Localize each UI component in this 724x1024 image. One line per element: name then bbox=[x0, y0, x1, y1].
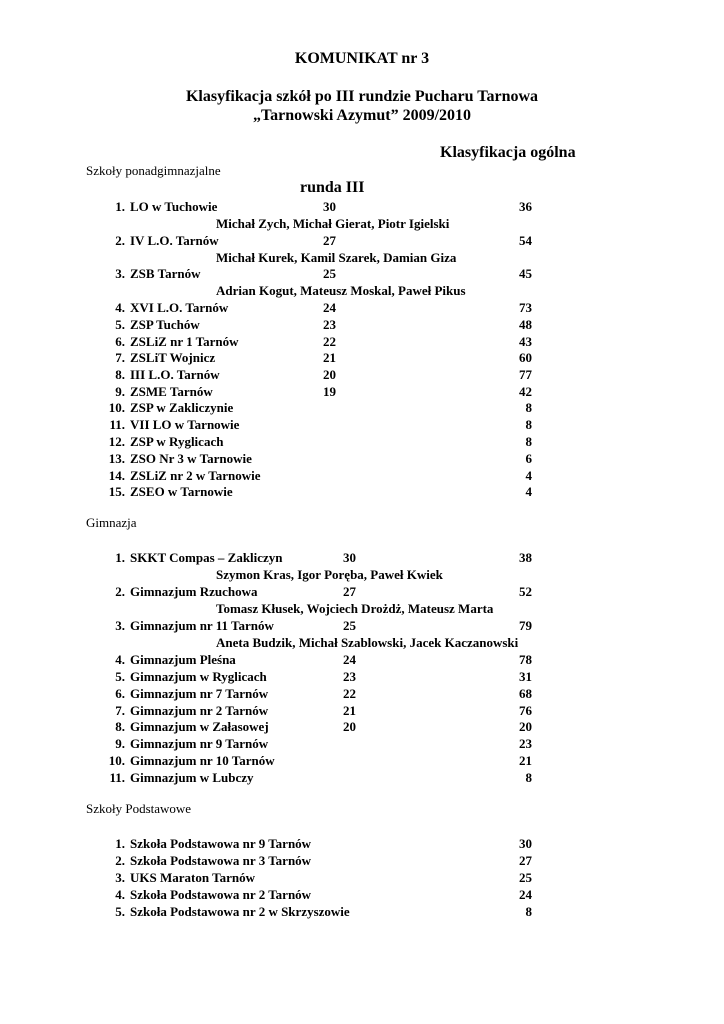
school-name: IV L.O. Tarnów bbox=[130, 233, 219, 248]
total-points: 79 bbox=[519, 618, 532, 633]
school-name: Gimnazjum nr 11 Tarnów bbox=[130, 618, 274, 633]
school-name: ZSEO w Tarnowie bbox=[130, 484, 233, 499]
rank-number: 2. bbox=[115, 584, 125, 599]
team-members: Aneta Budzik, Michał Szablowski, Jacek Kaczanowski bbox=[216, 635, 519, 650]
total-points: 24 bbox=[519, 887, 532, 902]
rank-number: 10. bbox=[108, 753, 125, 768]
total-points: 45 bbox=[519, 266, 532, 281]
total-points: 8 bbox=[525, 417, 532, 432]
school-name: ZSP w Ryglicach bbox=[130, 434, 224, 449]
school-name: ZSP Tuchów bbox=[130, 317, 200, 332]
table-row bbox=[0, 299, 724, 316]
school-name: ZSLiT Wojnicz bbox=[130, 350, 216, 365]
school-name: Gimnazjum nr 10 Tarnów bbox=[130, 753, 275, 768]
table-row bbox=[0, 718, 724, 735]
subtitle-line-1: Klasyfikacja szkół po III rundzie Pucharu Tarnowa bbox=[185, 88, 539, 105]
table-row bbox=[0, 752, 724, 769]
round-points: 30 bbox=[343, 550, 356, 565]
rank-number: 1. bbox=[115, 836, 125, 851]
school-name: XVI L.O. Tarnów bbox=[130, 300, 229, 315]
rank-number: 3. bbox=[115, 618, 125, 633]
table-row bbox=[0, 383, 724, 400]
round-points: 30 bbox=[323, 199, 336, 214]
total-points: 38 bbox=[519, 550, 532, 565]
rank-number: 7. bbox=[115, 350, 125, 365]
table-row bbox=[0, 685, 724, 702]
rank-number: 2. bbox=[115, 233, 125, 248]
school-name: SKKT Compas – Zakliczyn bbox=[130, 550, 283, 565]
rank-number: 8. bbox=[115, 367, 125, 382]
school-name: ZSB Tarnów bbox=[130, 266, 201, 281]
total-points: 48 bbox=[519, 317, 532, 332]
total-points: 25 bbox=[519, 870, 532, 885]
table-row bbox=[0, 702, 724, 719]
round-points: 21 bbox=[343, 703, 356, 718]
rank-number: 4. bbox=[115, 887, 125, 902]
rank-number: 12. bbox=[108, 434, 125, 449]
table-row bbox=[0, 366, 724, 383]
school-name: ZSLiZ nr 1 Tarnów bbox=[130, 334, 239, 349]
subtitle-line-2: „Tarnowski Azymut” 2009/2010 bbox=[252, 107, 472, 124]
school-name: Szkoła Podstawowa nr 2 w Skrzyszowie bbox=[130, 904, 350, 919]
team-members: Michał Zych, Michał Gierat, Piotr Igielski bbox=[216, 216, 450, 231]
rank-number: 11. bbox=[109, 417, 125, 432]
school-name: Gimnazjum nr 2 Tarnów bbox=[130, 703, 269, 718]
table-row bbox=[0, 735, 724, 752]
section-gimnazja: Gimnazja bbox=[86, 515, 137, 530]
rank-number: 9. bbox=[115, 384, 125, 399]
round-points: 24 bbox=[343, 652, 356, 667]
rank-number: 10. bbox=[108, 400, 125, 415]
school-name: ZSLiZ nr 2 w Tarnowie bbox=[130, 468, 261, 483]
total-points: 20 bbox=[519, 719, 532, 734]
table-row bbox=[0, 265, 724, 282]
school-name: Gimnazjum nr 7 Tarnów bbox=[130, 686, 269, 701]
table-row bbox=[0, 467, 724, 484]
table-row bbox=[0, 852, 724, 869]
total-points: 21 bbox=[519, 753, 532, 768]
total-points: 36 bbox=[519, 199, 532, 214]
rank-number: 2. bbox=[115, 853, 125, 868]
section-podstawowe: Szkoły Podstawowe bbox=[86, 801, 192, 816]
total-points: 77 bbox=[519, 367, 532, 382]
table-row bbox=[0, 433, 724, 450]
school-name: Gimnazjum w Ryglicach bbox=[130, 669, 267, 684]
round-points: 21 bbox=[323, 350, 336, 365]
rank-number: 11. bbox=[109, 770, 125, 785]
school-name: LO w Tuchowie bbox=[130, 199, 218, 214]
round-points: 27 bbox=[323, 233, 336, 248]
table-row bbox=[0, 886, 724, 903]
total-points: 43 bbox=[519, 334, 532, 349]
total-points: 54 bbox=[519, 233, 532, 248]
school-name: Gimnazjum nr 9 Tarnów bbox=[130, 736, 269, 751]
total-points: 73 bbox=[519, 300, 532, 315]
rank-number: 5. bbox=[115, 904, 125, 919]
total-points: 31 bbox=[519, 669, 532, 684]
table-row bbox=[0, 399, 724, 416]
total-points: 8 bbox=[525, 770, 532, 785]
table-row bbox=[0, 769, 724, 786]
table-row bbox=[0, 198, 724, 215]
table-row bbox=[0, 869, 724, 886]
total-points: 23 bbox=[519, 736, 532, 751]
school-name: III L.O. Tarnów bbox=[130, 367, 220, 382]
school-name: Gimnazjum Rzuchowa bbox=[130, 584, 258, 599]
round-points: 23 bbox=[343, 669, 356, 684]
table-row bbox=[0, 903, 724, 920]
round-points: 22 bbox=[323, 334, 336, 349]
rank-number: 14. bbox=[108, 468, 125, 483]
total-points: 8 bbox=[525, 904, 532, 919]
total-points: 78 bbox=[519, 652, 532, 667]
table-row bbox=[0, 835, 724, 852]
table-row bbox=[0, 549, 724, 566]
total-points: 30 bbox=[519, 836, 532, 851]
round-points: 19 bbox=[323, 384, 336, 399]
school-name: ZSME Tarnów bbox=[130, 384, 213, 399]
round-points: 25 bbox=[343, 618, 356, 633]
table-row bbox=[0, 316, 724, 333]
total-points: 27 bbox=[519, 853, 532, 868]
total-points: 4 bbox=[525, 484, 532, 499]
rank-number: 1. bbox=[115, 199, 125, 214]
total-points: 42 bbox=[519, 384, 532, 399]
table-row bbox=[0, 333, 724, 350]
rank-number: 6. bbox=[115, 334, 125, 349]
rank-number: 5. bbox=[115, 317, 125, 332]
school-name: Szkoła Podstawowa nr 2 Tarnów bbox=[130, 887, 312, 902]
rank-number: 7. bbox=[115, 703, 125, 718]
rank-number: 15. bbox=[108, 484, 125, 499]
total-points: 6 bbox=[525, 451, 532, 466]
section-ponadgimnazjalne: Szkoły ponadgimnazjalne bbox=[86, 163, 221, 178]
team-members: Szymon Kras, Igor Poręba, Paweł Kwiek bbox=[216, 567, 443, 582]
total-points: 60 bbox=[519, 350, 532, 365]
table-row bbox=[0, 349, 724, 366]
total-points: 52 bbox=[519, 584, 532, 599]
total-points: 8 bbox=[525, 434, 532, 449]
round-points: 20 bbox=[323, 367, 336, 382]
rank-number: 3. bbox=[115, 870, 125, 885]
team-members: Adrian Kogut, Mateusz Moskal, Paweł Pikus bbox=[216, 283, 466, 298]
total-points: 4 bbox=[525, 468, 532, 483]
school-name: VII LO w Tarnowie bbox=[130, 417, 240, 432]
rank-number: 4. bbox=[115, 300, 125, 315]
round-points: 22 bbox=[343, 686, 356, 701]
school-name: Szkoła Podstawowa nr 9 Tarnów bbox=[130, 836, 312, 851]
rank-number: 9. bbox=[115, 736, 125, 751]
rank-number: 13. bbox=[108, 451, 125, 466]
total-points: 68 bbox=[519, 686, 532, 701]
school-name: Gimnazjum w Lubczy bbox=[130, 770, 254, 785]
school-name: Gimnazjum w Załasowej bbox=[130, 719, 269, 734]
page-title: KOMUNIKAT nr 3 bbox=[294, 50, 430, 67]
round-label: runda III bbox=[300, 179, 365, 196]
table-row bbox=[0, 651, 724, 668]
school-name: Gimnazjum Pleśna bbox=[130, 652, 236, 667]
table-row bbox=[0, 483, 724, 500]
school-name: ZSO Nr 3 w Tarnowie bbox=[130, 451, 252, 466]
team-members: Tomasz Kłusek, Wojciech Drożdż, Mateusz Marta bbox=[216, 601, 494, 616]
table-row bbox=[0, 232, 724, 249]
rank-number: 6. bbox=[115, 686, 125, 701]
rank-number: 8. bbox=[115, 719, 125, 734]
rank-number: 1. bbox=[115, 550, 125, 565]
rank-number: 4. bbox=[115, 652, 125, 667]
rank-number: 5. bbox=[115, 669, 125, 684]
round-points: 23 bbox=[323, 317, 336, 332]
overall-classification-heading: Klasyfikacja ogólna bbox=[440, 144, 576, 161]
school-name: ZSP w Zakliczynie bbox=[130, 400, 234, 415]
rank-number: 3. bbox=[115, 266, 125, 281]
round-points: 24 bbox=[323, 300, 336, 315]
table-row bbox=[0, 416, 724, 433]
round-points: 25 bbox=[323, 266, 336, 281]
round-points: 27 bbox=[343, 584, 356, 599]
table-row bbox=[0, 668, 724, 685]
table-row bbox=[0, 583, 724, 600]
table-row bbox=[0, 450, 724, 467]
table-row bbox=[0, 617, 724, 634]
school-name: Szkoła Podstawowa nr 3 Tarnów bbox=[130, 853, 312, 868]
school-name: UKS Maraton Tarnów bbox=[130, 870, 255, 885]
round-points: 20 bbox=[343, 719, 356, 734]
total-points: 76 bbox=[519, 703, 532, 718]
total-points: 8 bbox=[525, 400, 532, 415]
team-members: Michał Kurek, Kamil Szarek, Damian Giza bbox=[216, 250, 457, 265]
